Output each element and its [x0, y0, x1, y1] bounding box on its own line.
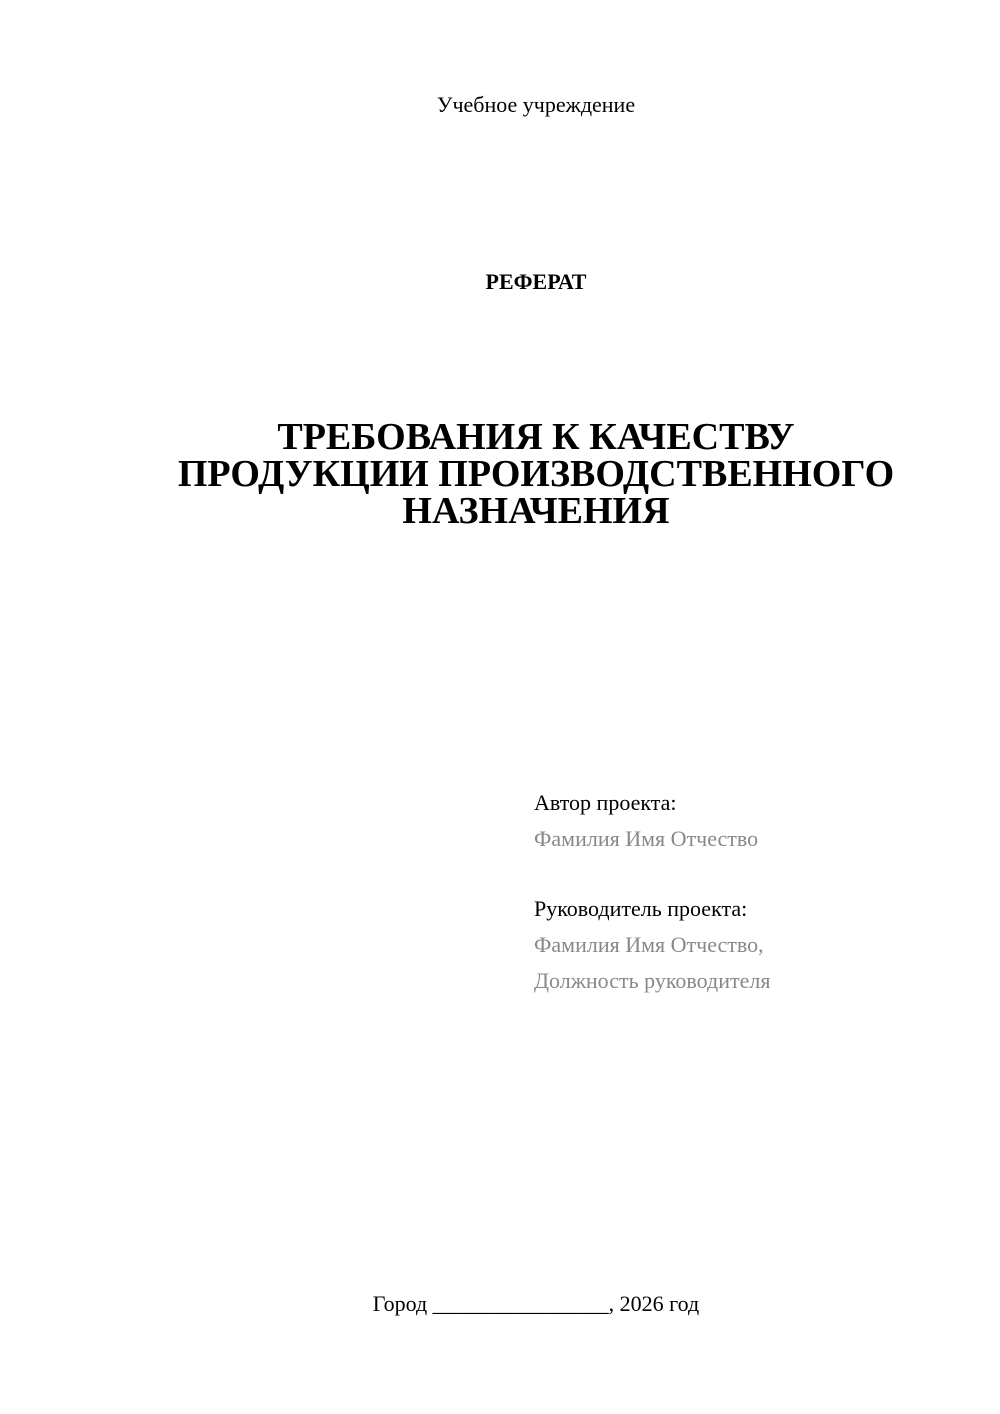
- supervisor-name: Фамилия Имя Отчество,: [534, 932, 764, 957]
- supervisor-label: Руководитель проекта:: [534, 896, 748, 921]
- spacer: [534, 857, 974, 891]
- title-line: ПРОДУКЦИИ ПРОИЗВОДСТВЕННОГО: [177, 453, 895, 495]
- document-title: [100, 416, 972, 532]
- credits-block: [534, 785, 974, 999]
- institution-name: Учебное учреждение: [436, 92, 636, 117]
- title-line: ТРЕБОВАНИЯ К КАЧЕСТВУ: [277, 416, 795, 458]
- author-name: Фамилия Имя Отчество: [534, 826, 759, 851]
- city-year-line: Город ________________, 2026 год: [372, 1291, 700, 1316]
- supervisor-position: Должность руководителя: [534, 968, 771, 993]
- author-label: Автор проекта:: [534, 790, 677, 815]
- document-type: РЕФЕРАТ: [485, 269, 587, 294]
- title-line: НАЗНАЧЕНИЯ: [402, 490, 670, 532]
